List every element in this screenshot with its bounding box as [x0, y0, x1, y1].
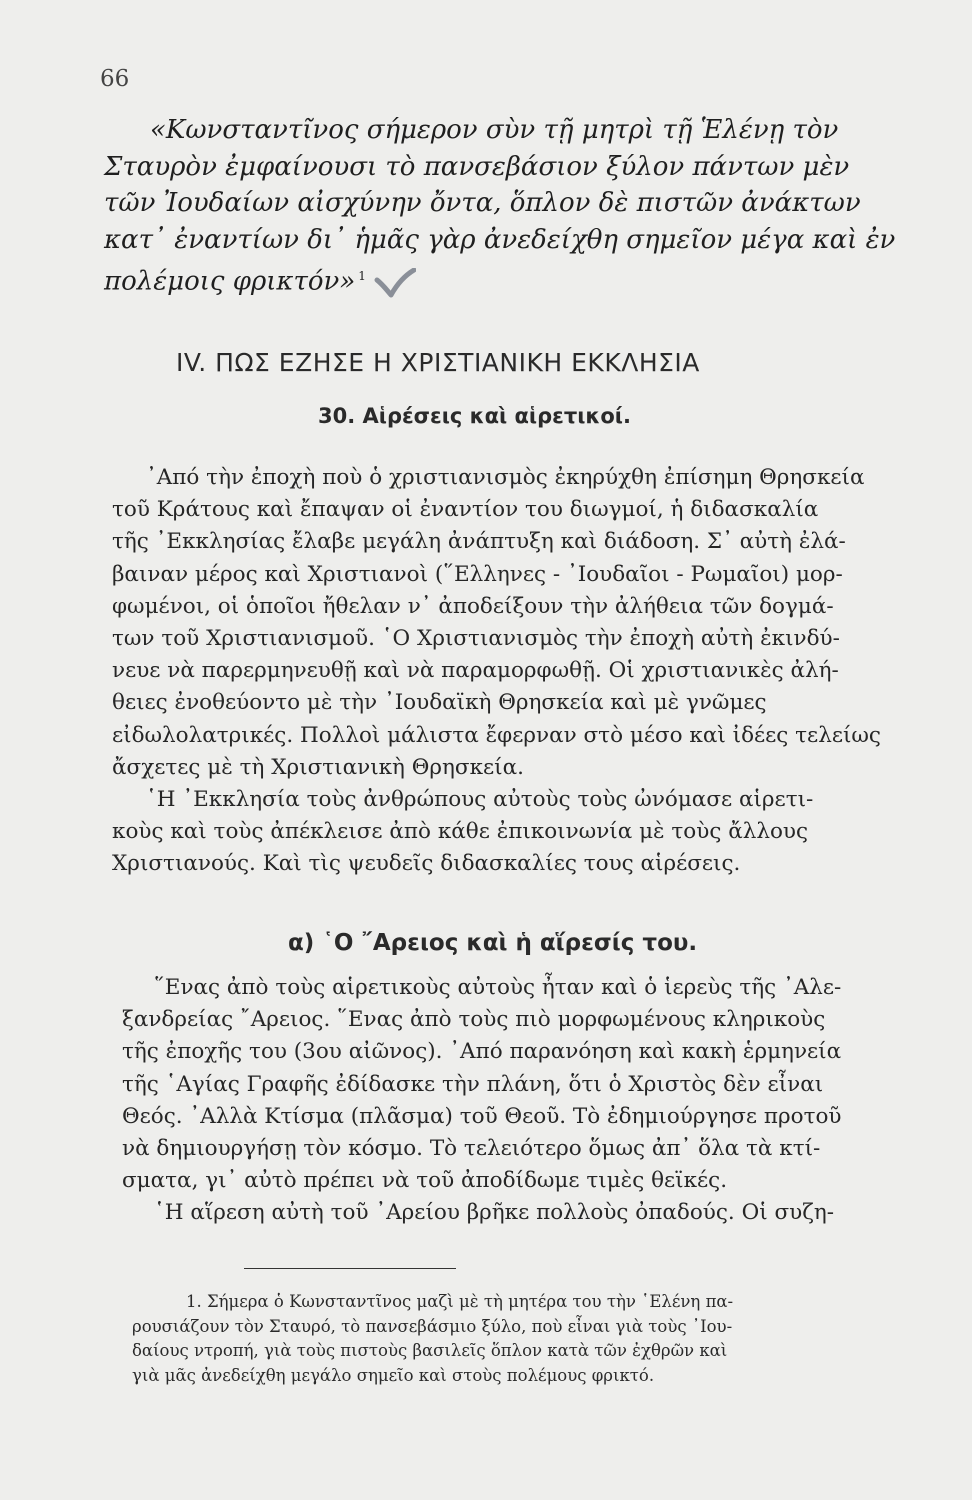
quote-line: κατ᾽ ἐναντίων δι᾽ ἡμᾶς γὰρ ἀνεδείχθη σημεῖον μέγα καὶ ἐν: [104, 224, 896, 255]
page-number: 66: [100, 66, 130, 92]
footnote-line: γιὰ μᾶς ἀνεδείχθη μεγάλο σημεῖο καὶ στοὺς πολέμους φρικτό.: [132, 1365, 655, 1385]
section-title: 30. Αἱρέσεις καὶ αἱρετικοί.: [318, 404, 631, 428]
section-body: [112, 462, 902, 881]
body-line: νὰ δημιουργήσῃ τὸν κόσμο. Τὸ τελειότερο ὅμως ἀπ᾽ ὅλα τὰ κτί-: [122, 1136, 821, 1162]
body-line: τῆς ῾Αγίας Γραφῆς ἐδίδασκε τὴν πλάνη, ὅτι ὁ Χριστὸς δὲν εἶναι: [122, 1071, 824, 1097]
subsection-title: α) ῾Ο ῎Αρειος καὶ ἡ αἵρεσίς του.: [288, 930, 698, 956]
body-line: σματα, γι᾽ αὐτὸ πρέπει νὰ τοῦ ἀποδίδωμε τιμὲς θεϊκές.: [122, 1168, 728, 1194]
body-line: ἄσχετες μὲ τὴ Χριστιανικὴ Θρησκεία.: [112, 754, 524, 780]
body-line: ᾽Από τὴν ἐποχὴ ποὺ ὁ χριστιανισμὸς ἐκηρύχθη ἐπίσημη Θρησκεία: [146, 465, 865, 490]
body-line: ῾Η αἵρεση αὐτὴ τοῦ ᾽Αρείου βρῆκε πολλοὺς ὀπαδούς. Οἱ συζη-: [154, 1200, 835, 1226]
body-line: κοὺς καὶ τοὺς ἀπέκλεισε ἀπὸ κάθε ἐπικοινωνία μὲ τοὺς ἄλλους: [112, 819, 809, 845]
footnote-line: ρουσιάζουν τὸν Σταυρό, τὸ πανσεβάσμιο ξύλο, ποὺ εἶναι γιὰ τοὺς ᾽Ιου-: [132, 1316, 733, 1336]
chapter-title: IV. ΠΩΣ ΕΖΗΣΕ Η ΧΡΙΣΤΙΑΝΙΚΗ ΕΚΚΛΗΣΙΑ: [176, 348, 700, 377]
body-line: Χριστιανούς. Καὶ τὶς ψευδεῖς διδασκαλίες τους αἱρέσεις.: [112, 851, 741, 877]
body-line: νευε νὰ παρερμηνευθῇ καὶ νὰ παραμορφωθῇ. Οἱ χριστιανικὲς ἀλή-: [112, 658, 839, 684]
footnote-marker: 1: [358, 269, 366, 283]
footnote: [132, 1290, 902, 1388]
footnote-line: 1. Σήμερα ὁ Κωνσταντῖνος μαζὶ μὲ τὴ μητέρα του τὴν ῾Ελένη πα-: [186, 1292, 734, 1311]
body-line: ῞Ενας ἀπὸ τοὺς αἱρετικοὺς αὐτοὺς ἦταν καὶ ὁ ἱερεὺς τῆς ᾽Αλε-: [154, 975, 842, 1000]
body-line: Θεός. ᾽Αλλὰ Κτίσμα (πλᾶσμα) τοῦ Θεοῦ. Τὸ ἐδημιούργησε προτοῦ: [122, 1103, 842, 1129]
subsection-body: [122, 972, 902, 1230]
body-line: εἰδωλολατρικές. Πολλοὶ μάλιστα ἔφερναν στὸ μέσο καὶ ἰδέες τελείως: [112, 722, 881, 748]
quote-line-last: [104, 258, 894, 300]
quote-line: τῶν Ἰουδαίων αἰσχύνην ὄντα, ὅπλον δὲ πιστῶν ἀνάκτων: [104, 188, 861, 218]
check-mark-icon: [374, 268, 416, 298]
body-line: τῆς ᾽Εκκλησίας ἔλαβε μεγάλη ἀνάπτυξη καὶ διάδοση. Σ᾽ αὐτὴ ἐλά-: [112, 529, 846, 555]
quote-line-text: πολέμοις φρικτόν»: [104, 266, 356, 297]
quote-line: «Κωνσταντῖνος σήμερον σὺν τῇ μητρὶ τῇ Ἑλένῃ τὸν: [150, 115, 839, 145]
body-line: των τοῦ Χριστιανισμοῦ. ῾Ο Χριστιανισμὸς τὴν ἐποχὴ αὐτὴ ἐκινδύ-: [112, 626, 840, 652]
body-line: θειες ἐνοθεύοντο μὲ τὴν ᾽Ιουδαϊκὴ Θρησκεία καὶ μὲ γνῶμες: [112, 690, 767, 716]
body-line: τῆς ἐποχῆς του (3ου αἰῶνος). ᾽Από παρανόηση καὶ κακὴ ἑρμηνεία: [122, 1039, 842, 1065]
quote-line: Σταυρὸν ἐμφαίνουσι τὸ πανσεβάσιον ξύλον πάντων μὲν: [104, 151, 850, 182]
body-line: ξανδρείας ῎Αρειος. ῞Ενας ἀπὸ τοὺς πιὸ μορφωμένους κληρικοὺς: [122, 1007, 826, 1033]
body-line: βαιναν μέρος καὶ Χριστιανοὶ (῞Ελληνες - ᾽Ιουδαῖοι - Ρωμαῖοι) μορ-: [112, 561, 843, 587]
body-line: φωμένοι, οἱ ὁποῖοι ἤθελαν ν᾽ ἀποδείξουν τὴν ἀλήθεια τῶν δογμά-: [112, 593, 834, 619]
body-line: ῾Η ᾽Εκκλησία τοὺς ἀνθρώπους αὐτοὺς τοὺς ὠνόμασε αἱρετι-: [146, 787, 814, 813]
body-line: τοῦ Κράτους καὶ ἔπαψαν οἱ ἐναντίον του διωγμοί, ἡ διδασκαλία: [112, 497, 819, 523]
footnote-divider: [244, 1268, 456, 1269]
opening-quote: [104, 112, 894, 300]
footnote-line: δαίους ντροπή, γιὰ τοὺς πιστοὺς βασιλεῖς ὅπλον κατὰ τῶν ἐχθρῶν καὶ: [132, 1341, 728, 1360]
